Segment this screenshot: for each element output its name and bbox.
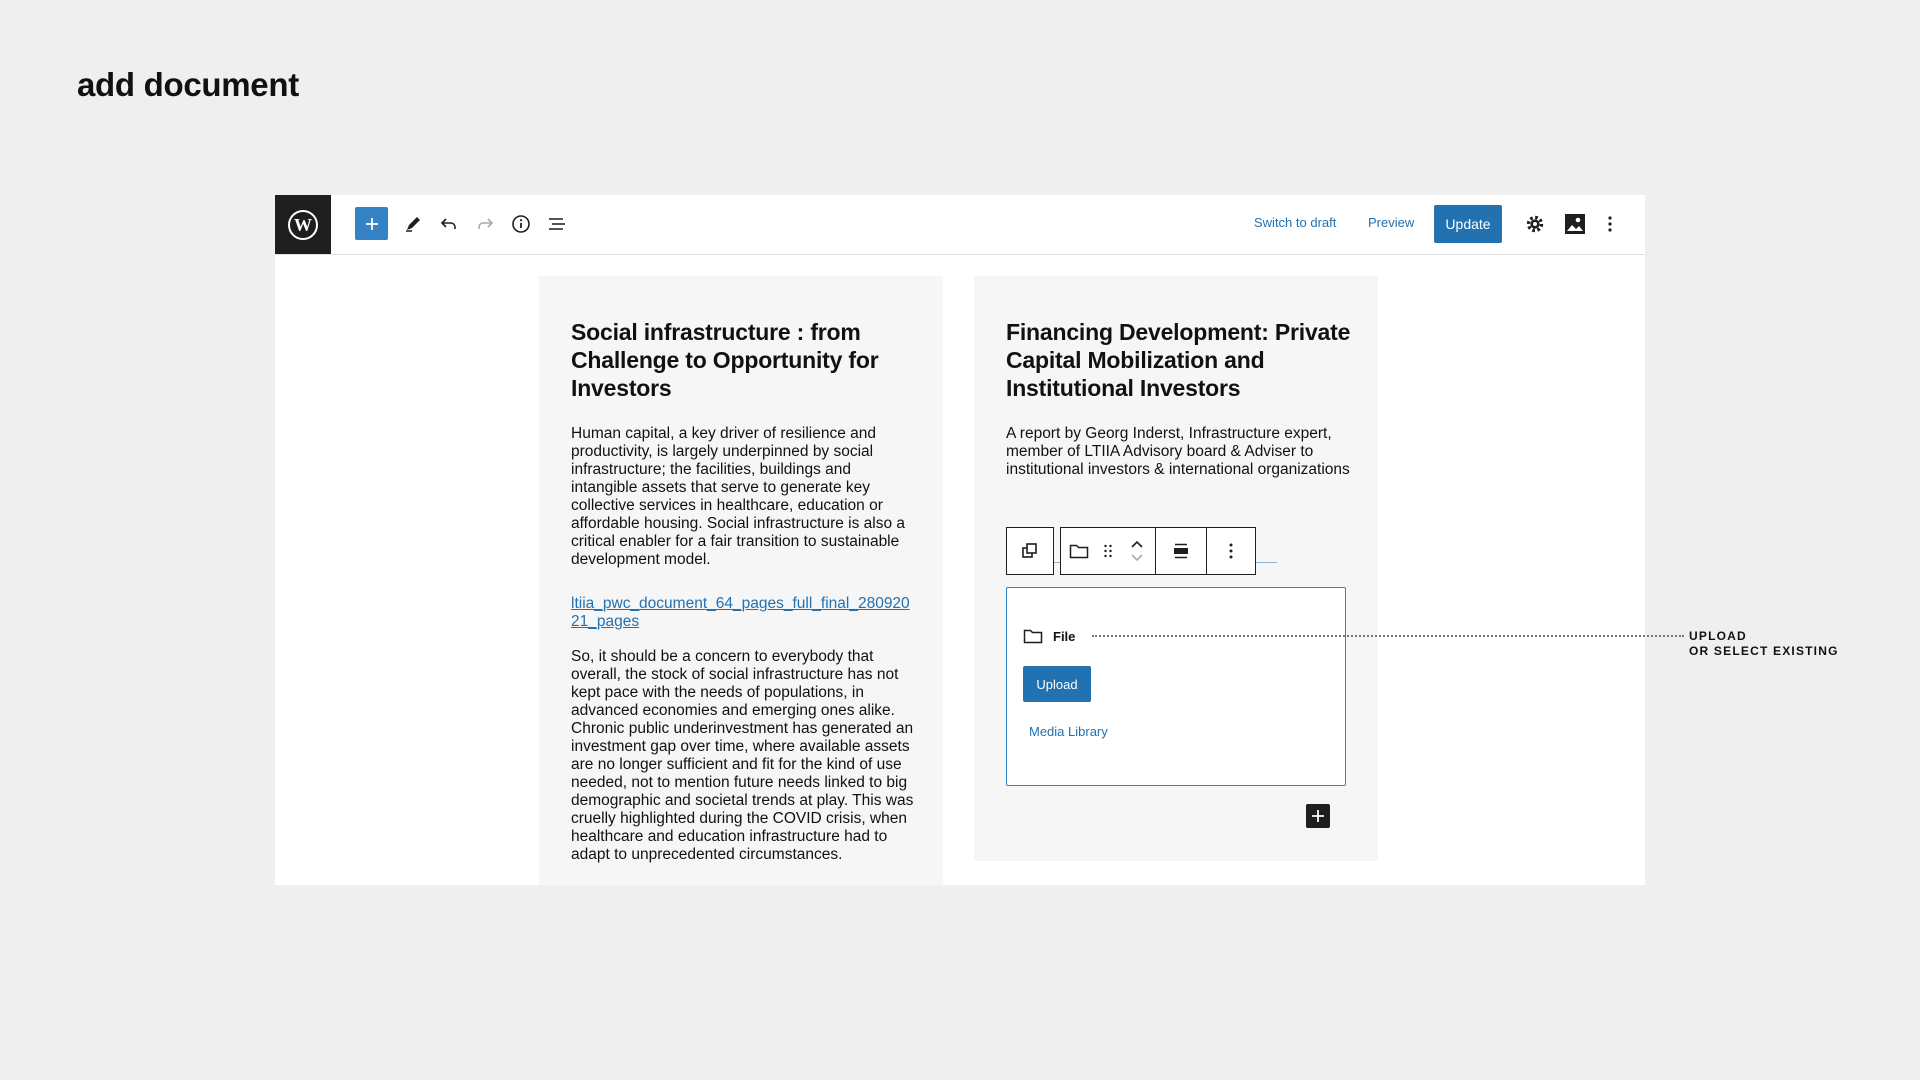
add-block-button[interactable] xyxy=(355,207,388,240)
chevron-down-icon[interactable] xyxy=(1130,554,1144,562)
file-block-type-button[interactable] xyxy=(1061,528,1097,574)
move-block-control[interactable] xyxy=(1119,528,1155,574)
list-view-icon xyxy=(547,214,567,234)
pencil-icon xyxy=(404,215,422,233)
right-card-title[interactable]: Financing Development: Private Capital Mobilization and Institutional Investors xyxy=(1006,319,1351,401)
options-button[interactable] xyxy=(1595,209,1625,239)
media-button[interactable] xyxy=(1560,209,1590,239)
switch-to-draft-button[interactable]: Switch to draft xyxy=(1254,215,1337,230)
left-content-card xyxy=(539,276,943,885)
wordpress-logo-icon[interactable] xyxy=(275,195,331,254)
file-label-text: File xyxy=(1053,628,1076,644)
undo-button[interactable] xyxy=(434,209,464,239)
block-switcher-group xyxy=(1006,527,1054,575)
more-options-group xyxy=(1207,527,1256,575)
info-icon xyxy=(511,214,531,234)
left-card-title[interactable]: Social infrastructure : from Challenge to Opportunity for Investors xyxy=(571,319,879,401)
chevron-up-icon[interactable] xyxy=(1130,540,1144,548)
redo-button[interactable] xyxy=(470,209,500,239)
undo-icon xyxy=(440,215,458,233)
editor-topbar xyxy=(275,195,1645,255)
tools-button[interactable] xyxy=(398,209,428,239)
slide-title: add document xyxy=(77,66,299,103)
annotation-line-1: UPLOAD xyxy=(1689,629,1747,643)
media-library-button[interactable]: Media Library xyxy=(1029,724,1108,739)
update-button[interactable]: Update xyxy=(1434,205,1502,243)
annotation-dotted-line xyxy=(1092,635,1684,637)
left-card-paragraph-2[interactable]: So, it should be a concern to everybody that overall, the stock of social infrastructure has not kept pace with the needs of populations, in advanced economies and emerging ones alike. Chronic public underinvestment has generated an investment gap over time, where available assets are no longer sufficient and fit for the kind of use needed, not to mention future needs linked to big demographic and societal trends at play. This was cruelly highlighted during the COVID crisis, when healthcare and education infrastructure had to adapt to unprecedented circumstances. xyxy=(571,648,914,863)
drag-handle[interactable] xyxy=(1097,528,1119,574)
document-link[interactable]: ltiia_pwc_document_64_pages_full_final_28092021_pages xyxy=(571,595,910,630)
preview-button[interactable]: Preview xyxy=(1368,215,1415,230)
image-icon xyxy=(1564,213,1586,235)
list-view-button[interactable] xyxy=(542,209,572,239)
file-block-placeholder xyxy=(1006,587,1346,786)
align-wide-icon xyxy=(1172,543,1190,559)
more-vertical-icon xyxy=(1228,542,1234,560)
annotation-callout xyxy=(1689,629,1839,659)
left-card-paragraph-1[interactable]: Human capital, a key driver of resilience and productivity, is largely underpinned by social infrastructure; the facilities, buildings and intangible assets that serve to generate key collective services in healthcare, education or affordable housing. Social infrastructure is also a critical enabler for a fair transition to sustainable development model. xyxy=(571,425,906,568)
details-button[interactable] xyxy=(506,209,536,239)
right-card-paragraph-1[interactable]: A report by Georg Inderst, Infrastructure expert, member of LTIIA Advisory board & Adviser to institutional investors & international organizations xyxy=(1006,425,1350,478)
file-block-label xyxy=(1023,628,1075,644)
copy-blocks-icon xyxy=(1021,542,1039,560)
drag-handle-icon xyxy=(1103,544,1113,558)
annotation-line-2: OR SELECT EXISTING xyxy=(1689,644,1839,658)
more-vertical-icon xyxy=(1607,215,1613,233)
transform-block-button[interactable] xyxy=(1007,528,1053,574)
block-editor xyxy=(275,195,1645,885)
align-button[interactable] xyxy=(1156,528,1206,574)
settings-button[interactable] xyxy=(1520,209,1550,239)
plus-icon xyxy=(1311,809,1325,823)
block-toolbar xyxy=(1006,527,1256,575)
align-group xyxy=(1156,527,1207,575)
plus-icon xyxy=(364,216,380,232)
block-options-button[interactable] xyxy=(1207,528,1255,574)
folder-icon xyxy=(1023,628,1043,644)
upload-button[interactable]: Upload xyxy=(1023,666,1091,702)
block-inserter-button[interactable] xyxy=(1306,804,1330,828)
svg-text:W: W xyxy=(294,214,312,235)
redo-icon xyxy=(476,215,494,233)
block-type-group xyxy=(1060,527,1156,575)
folder-icon xyxy=(1069,543,1089,559)
gear-icon xyxy=(1525,214,1545,234)
